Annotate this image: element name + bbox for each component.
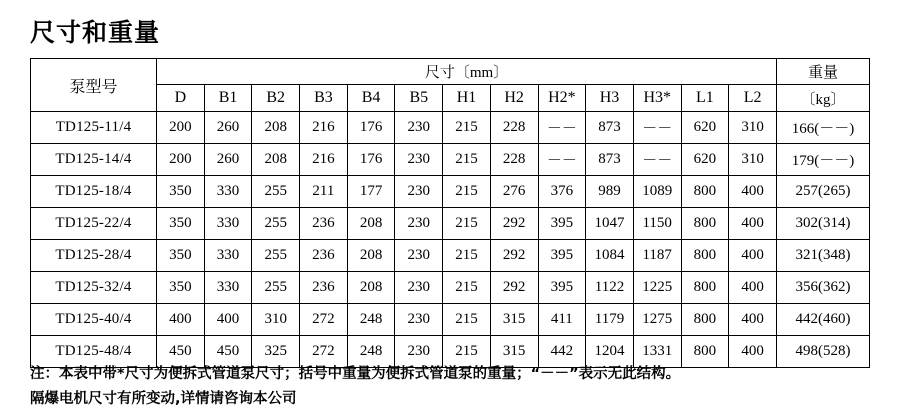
- cell-h1: 215: [443, 208, 491, 240]
- table-header: [31, 59, 870, 112]
- cell-b5: 230: [395, 272, 443, 304]
- table-row: [31, 208, 870, 240]
- cell-h1: 215: [443, 176, 491, 208]
- cell-h1: 215: [443, 144, 491, 176]
- cell-b4: 248: [347, 336, 395, 368]
- cell-h1: 215: [443, 272, 491, 304]
- cell-b5: 230: [395, 336, 443, 368]
- cell-h2-star: －－: [538, 144, 586, 176]
- cell-b3: 272: [300, 336, 348, 368]
- cell-h2-star: －－: [538, 112, 586, 144]
- cell-weight: 442(460): [777, 304, 870, 336]
- cell-b2: 255: [252, 272, 300, 304]
- cell-h3: 1047: [586, 208, 634, 240]
- table-notes: [30, 362, 680, 412]
- cell-b4: 176: [347, 112, 395, 144]
- column-header-d: D: [157, 85, 205, 112]
- table-header-group-row: [31, 59, 870, 85]
- cell-b2: 255: [252, 240, 300, 272]
- cell-l2: 400: [729, 336, 777, 368]
- cell-h3: 1122: [586, 272, 634, 304]
- table-row: [31, 176, 870, 208]
- dimensions-weight-table: [30, 58, 870, 368]
- cell-model: TD125-32/4: [31, 272, 157, 304]
- cell-l2: 400: [729, 176, 777, 208]
- cell-b1: 450: [204, 336, 252, 368]
- cell-model: TD125-18/4: [31, 176, 157, 208]
- column-header-b5: B5: [395, 85, 443, 112]
- cell-b1: 330: [204, 208, 252, 240]
- cell-l2: 400: [729, 272, 777, 304]
- cell-h1: 215: [443, 336, 491, 368]
- cell-h2-star: 395: [538, 208, 586, 240]
- cell-l2: 310: [729, 112, 777, 144]
- cell-h2-star: 442: [538, 336, 586, 368]
- cell-b4: 177: [347, 176, 395, 208]
- cell-b5: 230: [395, 208, 443, 240]
- column-header-weight-unit: 〔kg〕: [777, 85, 870, 112]
- cell-b3: 236: [300, 208, 348, 240]
- cell-h2-star: 376: [538, 176, 586, 208]
- table-row: [31, 112, 870, 144]
- cell-d: 200: [157, 144, 205, 176]
- cell-b1: 330: [204, 176, 252, 208]
- cell-l1: 800: [681, 240, 729, 272]
- cell-h3: 1179: [586, 304, 634, 336]
- column-header-b2: B2: [252, 85, 300, 112]
- cell-h2-star: 411: [538, 304, 586, 336]
- table-row: [31, 240, 870, 272]
- cell-weight: 356(362): [777, 272, 870, 304]
- cell-h3-star: 1331: [633, 336, 681, 368]
- cell-h3-star: 1089: [633, 176, 681, 208]
- cell-b1: 260: [204, 112, 252, 144]
- cell-b2: 310: [252, 304, 300, 336]
- column-header-model: 泵型号: [31, 59, 157, 112]
- cell-b5: 230: [395, 240, 443, 272]
- cell-h2: 228: [490, 112, 538, 144]
- cell-b2: 208: [252, 144, 300, 176]
- cell-model: TD125-11/4: [31, 112, 157, 144]
- column-header-l1: L1: [681, 85, 729, 112]
- cell-h1: 215: [443, 304, 491, 336]
- cell-l1: 800: [681, 336, 729, 368]
- cell-b4: 208: [347, 240, 395, 272]
- cell-d: 400: [157, 304, 205, 336]
- cell-b4: 208: [347, 208, 395, 240]
- cell-b3: 236: [300, 240, 348, 272]
- cell-h3-star: 1275: [633, 304, 681, 336]
- cell-l2: 400: [729, 208, 777, 240]
- cell-h3: 989: [586, 176, 634, 208]
- column-header-b4: B4: [347, 85, 395, 112]
- cell-h3-star: 1150: [633, 208, 681, 240]
- column-header-b1: B1: [204, 85, 252, 112]
- column-header-h3: H3: [586, 85, 634, 112]
- cell-model: TD125-48/4: [31, 336, 157, 368]
- cell-weight: 321(348): [777, 240, 870, 272]
- cell-b4: 208: [347, 272, 395, 304]
- cell-h3: 1204: [586, 336, 634, 368]
- cell-model: TD125-40/4: [31, 304, 157, 336]
- cell-b4: 248: [347, 304, 395, 336]
- cell-d: 350: [157, 208, 205, 240]
- cell-d: 350: [157, 176, 205, 208]
- cell-b2: 208: [252, 112, 300, 144]
- cell-l1: 800: [681, 304, 729, 336]
- note-line-2: 隔爆电机尺寸有所变动,详情请咨询本公司: [30, 391, 297, 407]
- cell-h3-star: 1187: [633, 240, 681, 272]
- cell-b3: 211: [300, 176, 348, 208]
- cell-d: 450: [157, 336, 205, 368]
- cell-b1: 330: [204, 272, 252, 304]
- column-header-h3-star: H3*: [633, 85, 681, 112]
- cell-h2: 228: [490, 144, 538, 176]
- cell-b2: 325: [252, 336, 300, 368]
- cell-model: TD125-22/4: [31, 208, 157, 240]
- cell-l1: 800: [681, 176, 729, 208]
- cell-l1: 620: [681, 144, 729, 176]
- cell-l1: 800: [681, 272, 729, 304]
- cell-h2: 292: [490, 208, 538, 240]
- cell-h2-star: 395: [538, 240, 586, 272]
- cell-h2: 292: [490, 240, 538, 272]
- cell-d: 350: [157, 240, 205, 272]
- cell-weight: 257(265): [777, 176, 870, 208]
- cell-h3-star: －－: [633, 112, 681, 144]
- table-row: [31, 144, 870, 176]
- cell-h3-star: 1225: [633, 272, 681, 304]
- column-header-h1: H1: [443, 85, 491, 112]
- cell-l2: 400: [729, 304, 777, 336]
- cell-h2: 315: [490, 304, 538, 336]
- cell-h3: 873: [586, 112, 634, 144]
- column-header-h2-star: H2*: [538, 85, 586, 112]
- cell-d: 200: [157, 112, 205, 144]
- cell-l2: 310: [729, 144, 777, 176]
- cell-b5: 230: [395, 144, 443, 176]
- table-row: [31, 272, 870, 304]
- column-header-dimensions-group: 尺寸〔mm〕: [157, 59, 777, 85]
- cell-l1: 800: [681, 208, 729, 240]
- cell-h2: 292: [490, 272, 538, 304]
- cell-b5: 230: [395, 304, 443, 336]
- column-header-l2: L2: [729, 85, 777, 112]
- page-title: 尺寸和重量: [30, 18, 161, 47]
- cell-h3: 873: [586, 144, 634, 176]
- cell-h1: 215: [443, 112, 491, 144]
- column-header-b3: B3: [300, 85, 348, 112]
- column-header-h2: H2: [490, 85, 538, 112]
- cell-h3: 1084: [586, 240, 634, 272]
- cell-b1: 260: [204, 144, 252, 176]
- cell-b3: 216: [300, 144, 348, 176]
- cell-weight: 498(528): [777, 336, 870, 368]
- cell-d: 350: [157, 272, 205, 304]
- cell-h3-star: －－: [633, 144, 681, 176]
- cell-b2: 255: [252, 176, 300, 208]
- cell-l2: 400: [729, 240, 777, 272]
- cell-b3: 236: [300, 272, 348, 304]
- cell-l1: 620: [681, 112, 729, 144]
- cell-b5: 230: [395, 176, 443, 208]
- cell-weight: 166(－－): [777, 112, 870, 144]
- cell-b1: 400: [204, 304, 252, 336]
- cell-b2: 255: [252, 208, 300, 240]
- cell-weight: 302(314): [777, 208, 870, 240]
- table-header-sub-row: [31, 85, 870, 112]
- cell-model: TD125-28/4: [31, 240, 157, 272]
- cell-b3: 216: [300, 112, 348, 144]
- cell-h1: 215: [443, 240, 491, 272]
- cell-b5: 230: [395, 112, 443, 144]
- cell-b1: 330: [204, 240, 252, 272]
- table-row: [31, 304, 870, 336]
- cell-h2-star: 395: [538, 272, 586, 304]
- cell-b4: 176: [347, 144, 395, 176]
- column-header-weight-group: 重量: [777, 59, 870, 85]
- cell-model: TD125-14/4: [31, 144, 157, 176]
- note-line-1: 注：本表中带*尺寸为便拆式管道泵尺寸；括号中重量为便拆式管道泵的重量；“－－”表示无此结构。: [30, 366, 681, 382]
- cell-weight: 179(－－): [777, 144, 870, 176]
- cell-b3: 272: [300, 304, 348, 336]
- cell-h2: 315: [490, 336, 538, 368]
- table-body: [31, 112, 870, 368]
- cell-h2: 276: [490, 176, 538, 208]
